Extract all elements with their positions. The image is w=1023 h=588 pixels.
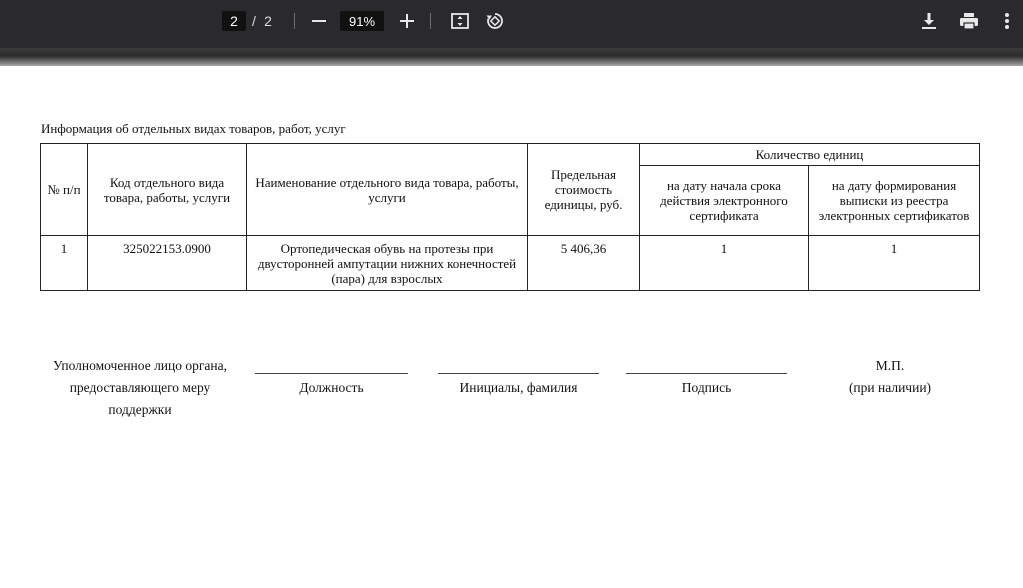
rotate-button[interactable] [483,9,507,33]
initials-label: Инициалы, фамилия [459,380,578,395]
print-icon [959,12,979,30]
goods-table [40,143,980,291]
position-label: Должность [299,380,364,395]
page-gap [0,48,1023,68]
header-quantity-start: на дату начала срока действия электронного сертификата [640,166,809,236]
rotate-icon [485,11,505,31]
stamp-label: М.П. [875,358,905,373]
page-number-input[interactable]: 2 [222,11,246,31]
header-number: № п/п [41,144,88,236]
zoom-in-button[interactable] [396,10,418,32]
header-quantity-extract: на дату формирования выписки из реестра электронных сертификатов [809,166,980,236]
more-vert-icon [1004,12,1010,30]
section-heading: Информация об отдельных видах товаров, работ, услуг [41,121,346,136]
zoom-level-input[interactable]: 91% [340,11,384,31]
download-button[interactable] [917,9,941,33]
cell-quantity-start: 1 [640,236,809,291]
signature-line [626,373,787,374]
more-actions-button[interactable] [998,9,1016,33]
zoom-in-icon [400,14,414,28]
download-icon [921,12,937,30]
print-button[interactable] [956,9,982,33]
table-header-row [41,144,980,166]
signature-label: Подпись [681,380,732,395]
header-quantity-group: Количество единиц [640,144,980,166]
authorized-person-label: Уполномоченное лицо органа, предоставляющего меру поддержки [52,358,227,417]
header-code: Код отдельного вида товара, работы, услуги [88,144,247,236]
table-row [41,236,980,291]
zoom-out-button[interactable] [308,10,330,32]
header-price: Предельная стоимость единицы, руб. [528,144,640,236]
pdf-viewer-toolbar [0,0,1023,48]
zoom-out-icon [312,14,326,28]
cell-number: 1 [41,236,88,291]
stamp-note: (при наличии) [848,380,932,395]
page-total: 2 [264,13,272,29]
header-name: Наименование отдельного вида товара, работы, услуги [247,144,528,236]
fit-page-button[interactable] [448,9,472,33]
cell-price: 5 406,36 [528,236,640,291]
cell-quantity-extract: 1 [809,236,980,291]
page-separator: / [252,13,256,29]
cell-code: 325022153.0900 [88,236,247,291]
toolbar-divider [294,13,295,29]
toolbar-divider [430,13,431,29]
position-line [255,373,408,374]
fit-page-icon [451,12,469,30]
initials-line [438,373,599,374]
cell-name: Ортопедическая обувь на протезы при двусторонней ампутации нижних конечностей (пара) для взрослых [247,236,528,291]
